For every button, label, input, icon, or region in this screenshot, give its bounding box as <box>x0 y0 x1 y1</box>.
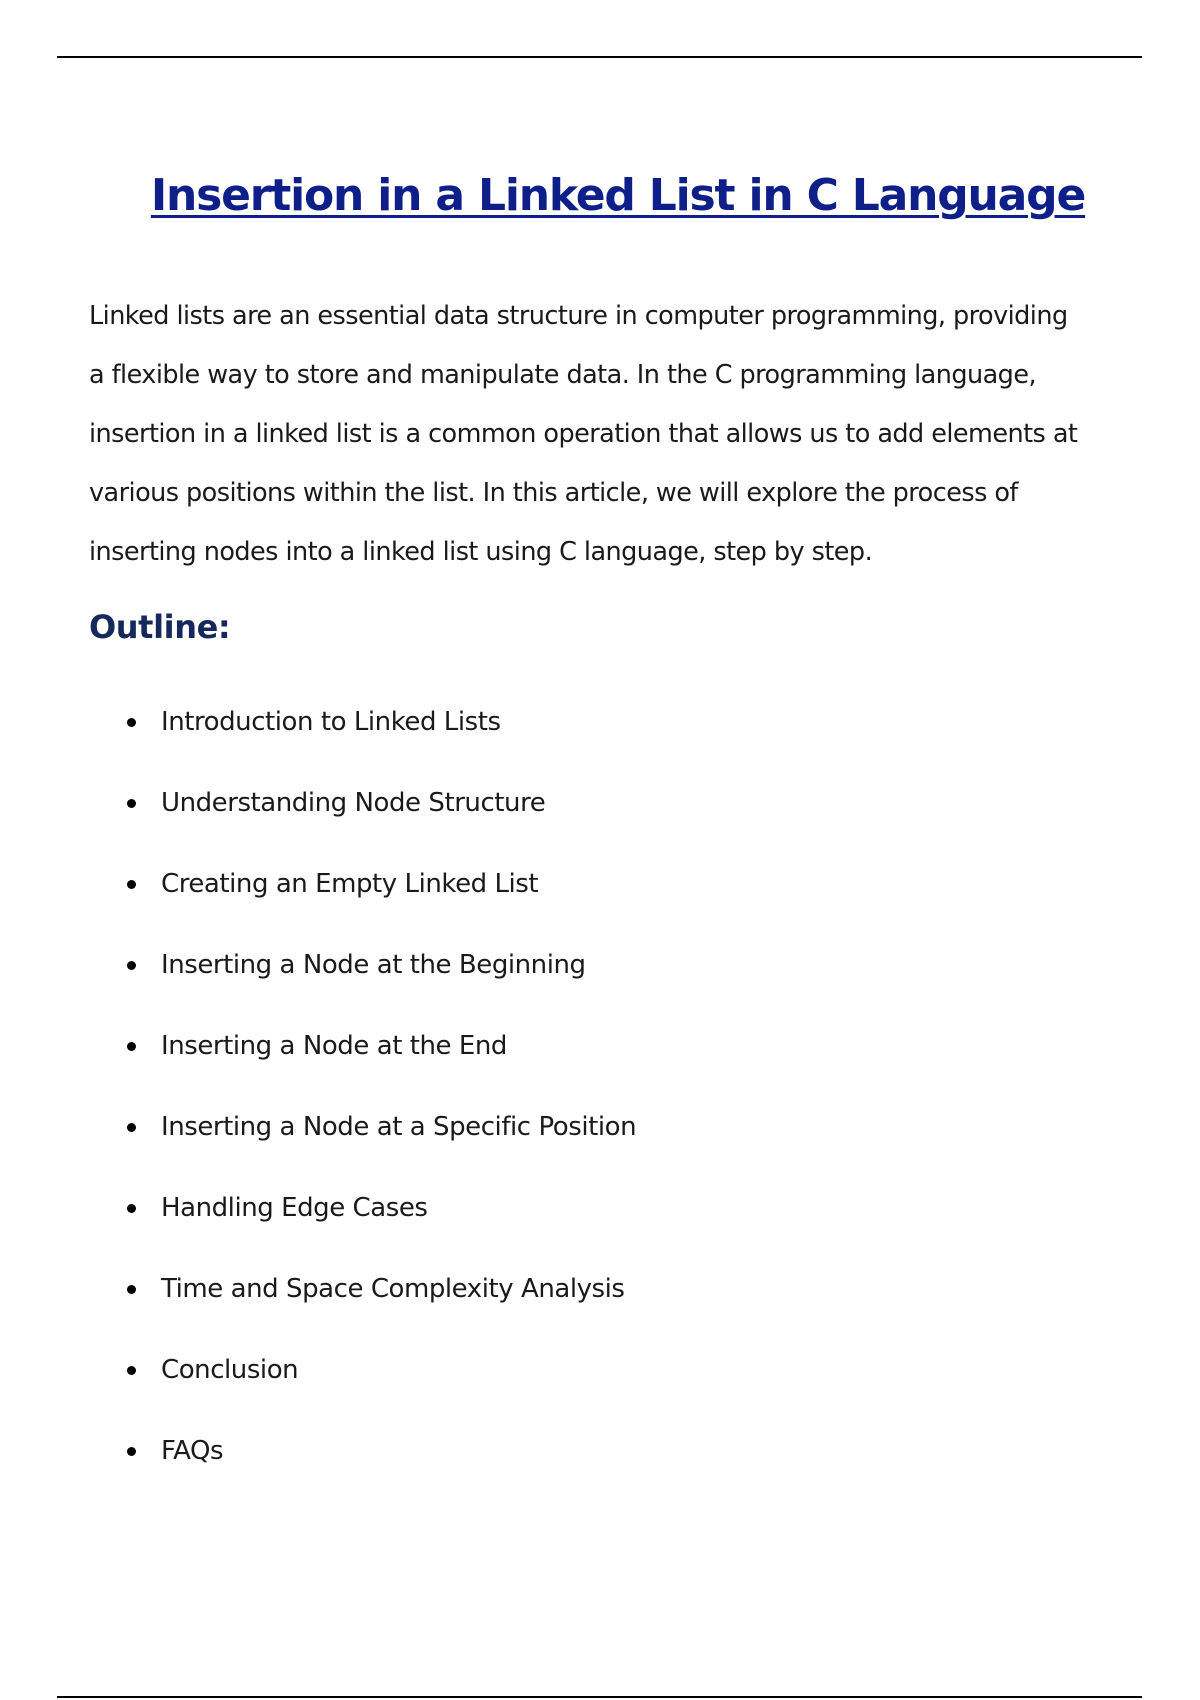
outline-item-label: Conclusion <box>161 1355 299 1385</box>
outline-item <box>0 773 1200 854</box>
outline-item-label: Creating an Empty Linked List <box>161 869 539 899</box>
document-title: Insertion in a Linked List in C Language <box>150 170 1086 221</box>
bullet-icon <box>127 718 136 727</box>
outline-item-label: Inserting a Node at a Specific Position <box>161 1112 637 1142</box>
intro-paragraph <box>89 287 1149 582</box>
intro-line: various positions within the list. In this article, we will explore the process of <box>89 478 1018 508</box>
bullet-icon <box>127 1285 136 1294</box>
outline-heading: Outline: <box>89 608 231 646</box>
bullet-icon <box>127 1204 136 1213</box>
bullet-icon <box>127 961 136 970</box>
top-rule <box>57 56 1142 58</box>
intro-line: insertion in a linked list is a common operation that allows us to add elements at <box>89 419 1078 449</box>
bullet-icon <box>127 1447 136 1456</box>
outline-item-label: Understanding Node Structure <box>161 788 546 818</box>
outline-item <box>0 1097 1200 1178</box>
outline-item <box>0 854 1200 935</box>
outline-item-label: Inserting a Node at the Beginning <box>161 950 586 980</box>
outline-item <box>0 1340 1200 1421</box>
outline-item <box>0 1259 1200 1340</box>
outline-item <box>0 1016 1200 1097</box>
bullet-icon <box>127 1042 136 1051</box>
outline-item-label: FAQs <box>161 1436 224 1466</box>
intro-line: Linked lists are an essential data structure in computer programming, providing <box>89 301 1068 331</box>
bullet-icon <box>127 880 136 889</box>
outline-item <box>0 1421 1200 1502</box>
outline-item-label: Handling Edge Cases <box>161 1193 428 1223</box>
outline-item <box>0 935 1200 1016</box>
outline-item <box>0 692 1200 773</box>
intro-line: a flexible way to store and manipulate data. In the C programming language, <box>89 360 1037 390</box>
bullet-icon <box>127 799 136 808</box>
outline-item-label: Introduction to Linked Lists <box>161 707 501 737</box>
outline-item-label: Time and Space Complexity Analysis <box>161 1274 625 1304</box>
bottom-rule <box>57 1696 1142 1698</box>
bullet-icon <box>127 1123 136 1132</box>
outline-list <box>0 692 1200 1502</box>
outline-item <box>0 1178 1200 1259</box>
intro-line: inserting nodes into a linked list using C language, step by step. <box>89 537 873 567</box>
bullet-icon <box>127 1366 136 1375</box>
outline-item-label: Inserting a Node at the End <box>161 1031 507 1061</box>
